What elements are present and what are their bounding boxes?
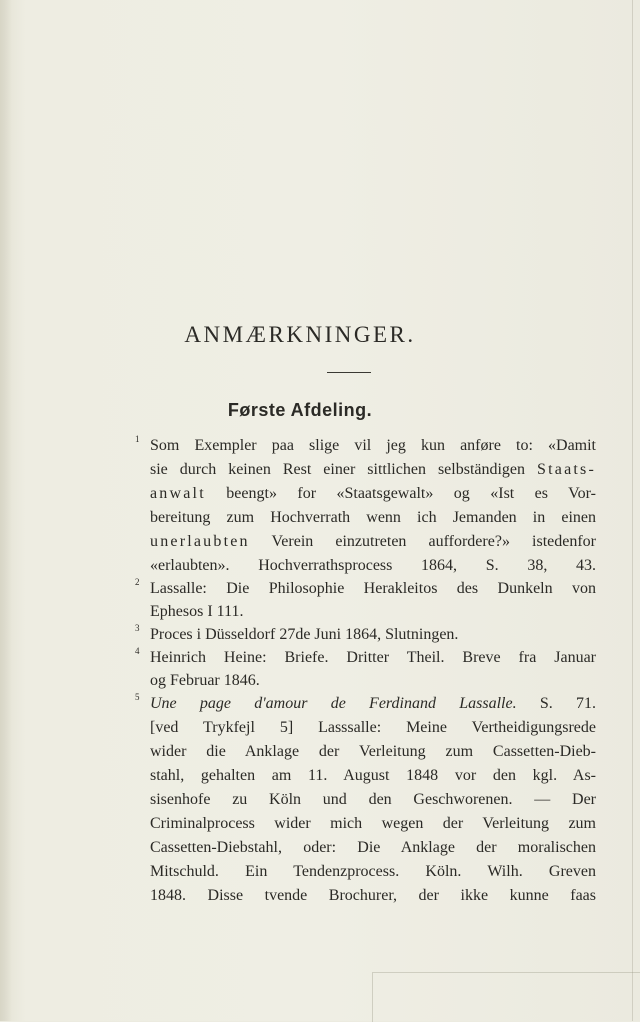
spaced-word: anwalt bbox=[150, 485, 206, 502]
note-number: 3 bbox=[135, 623, 140, 633]
note-line: «erlaubten». Hochverrathsprocess 1864, S. 38, 43. bbox=[150, 557, 596, 574]
note-line: Cassetten-Diebstahl, oder: Die Anklage der moralischen bbox=[150, 839, 596, 856]
note-line-tail: beengt» for «Staatsgewalt» og «Ist es Vor- bbox=[205, 485, 596, 502]
note-number: 4 bbox=[135, 646, 140, 656]
section-subtitle: Første Afdeling. bbox=[227, 400, 373, 420]
scan-corner-mark bbox=[372, 972, 640, 1022]
note-line: Criminalprocess wider mich wegen der Verleitung zum bbox=[150, 815, 596, 832]
note-line bbox=[150, 695, 596, 719]
page-reference: S. 71. bbox=[539, 695, 596, 712]
title-rule bbox=[327, 372, 371, 373]
page-title: ANMÆRKNINGER. bbox=[184, 322, 416, 347]
note-number: 1 bbox=[135, 434, 140, 444]
note-line: [ved Trykfejl 5] Lasssalle: Meine Vertheidigungsrede bbox=[150, 719, 596, 736]
italic-book-title: Une page d'amour de Ferdinand Lassalle. bbox=[150, 695, 517, 712]
page-left-edge bbox=[0, 0, 12, 1021]
note-line: og Februar 1846. bbox=[150, 672, 260, 689]
note-line bbox=[150, 461, 596, 485]
note-line: Heinrich Heine: Briefe. Dritter Theil. Breve fra Januar bbox=[150, 649, 596, 666]
note-line: bereitung zum Hochverrath wenn ich Jemanden in einen bbox=[150, 509, 596, 526]
note-line bbox=[150, 485, 596, 509]
spaced-word: unerlaubten bbox=[150, 533, 250, 550]
note-line: Ephesos I 111. bbox=[150, 603, 244, 620]
note-line bbox=[150, 533, 596, 557]
note-line: Lassalle: Die Philosophie Herakleitos des Dunkeln von bbox=[150, 580, 596, 597]
note-line: Mitschuld. Ein Tendenzprocess. Köln. Wilh. Greven bbox=[150, 863, 596, 880]
page-right-rule bbox=[632, 0, 633, 1021]
note-line-lead: sie durch keinen Rest einer sittlichen selbständigen bbox=[150, 461, 538, 478]
note-line: 1848. Disse tvende Brochurer, der ikke kunne faas bbox=[150, 887, 596, 904]
note-line: Som Exempler paa slige vil jeg kun anføre to: «Damit bbox=[150, 437, 596, 454]
note-line: stahl, gehalten am 11. August 1848 vor den kgl. As- bbox=[150, 767, 596, 784]
note-line: Proces i Düsseldorf 27de Juni 1864, Slutningen. bbox=[150, 626, 459, 643]
note-number: 2 bbox=[135, 577, 140, 587]
note-line-tail bbox=[517, 695, 540, 712]
note-number: 5 bbox=[135, 692, 140, 702]
note-line-tail: Verein einzutreten auffordere?» istedenfor bbox=[249, 533, 596, 550]
note-line: wider die Anklage der Verleitung zum Cassetten-Dieb- bbox=[150, 743, 596, 760]
note-line: sisenhofe zu Köln und den Geschworenen. — Der bbox=[150, 791, 596, 808]
spaced-word: Staats- bbox=[537, 461, 596, 478]
